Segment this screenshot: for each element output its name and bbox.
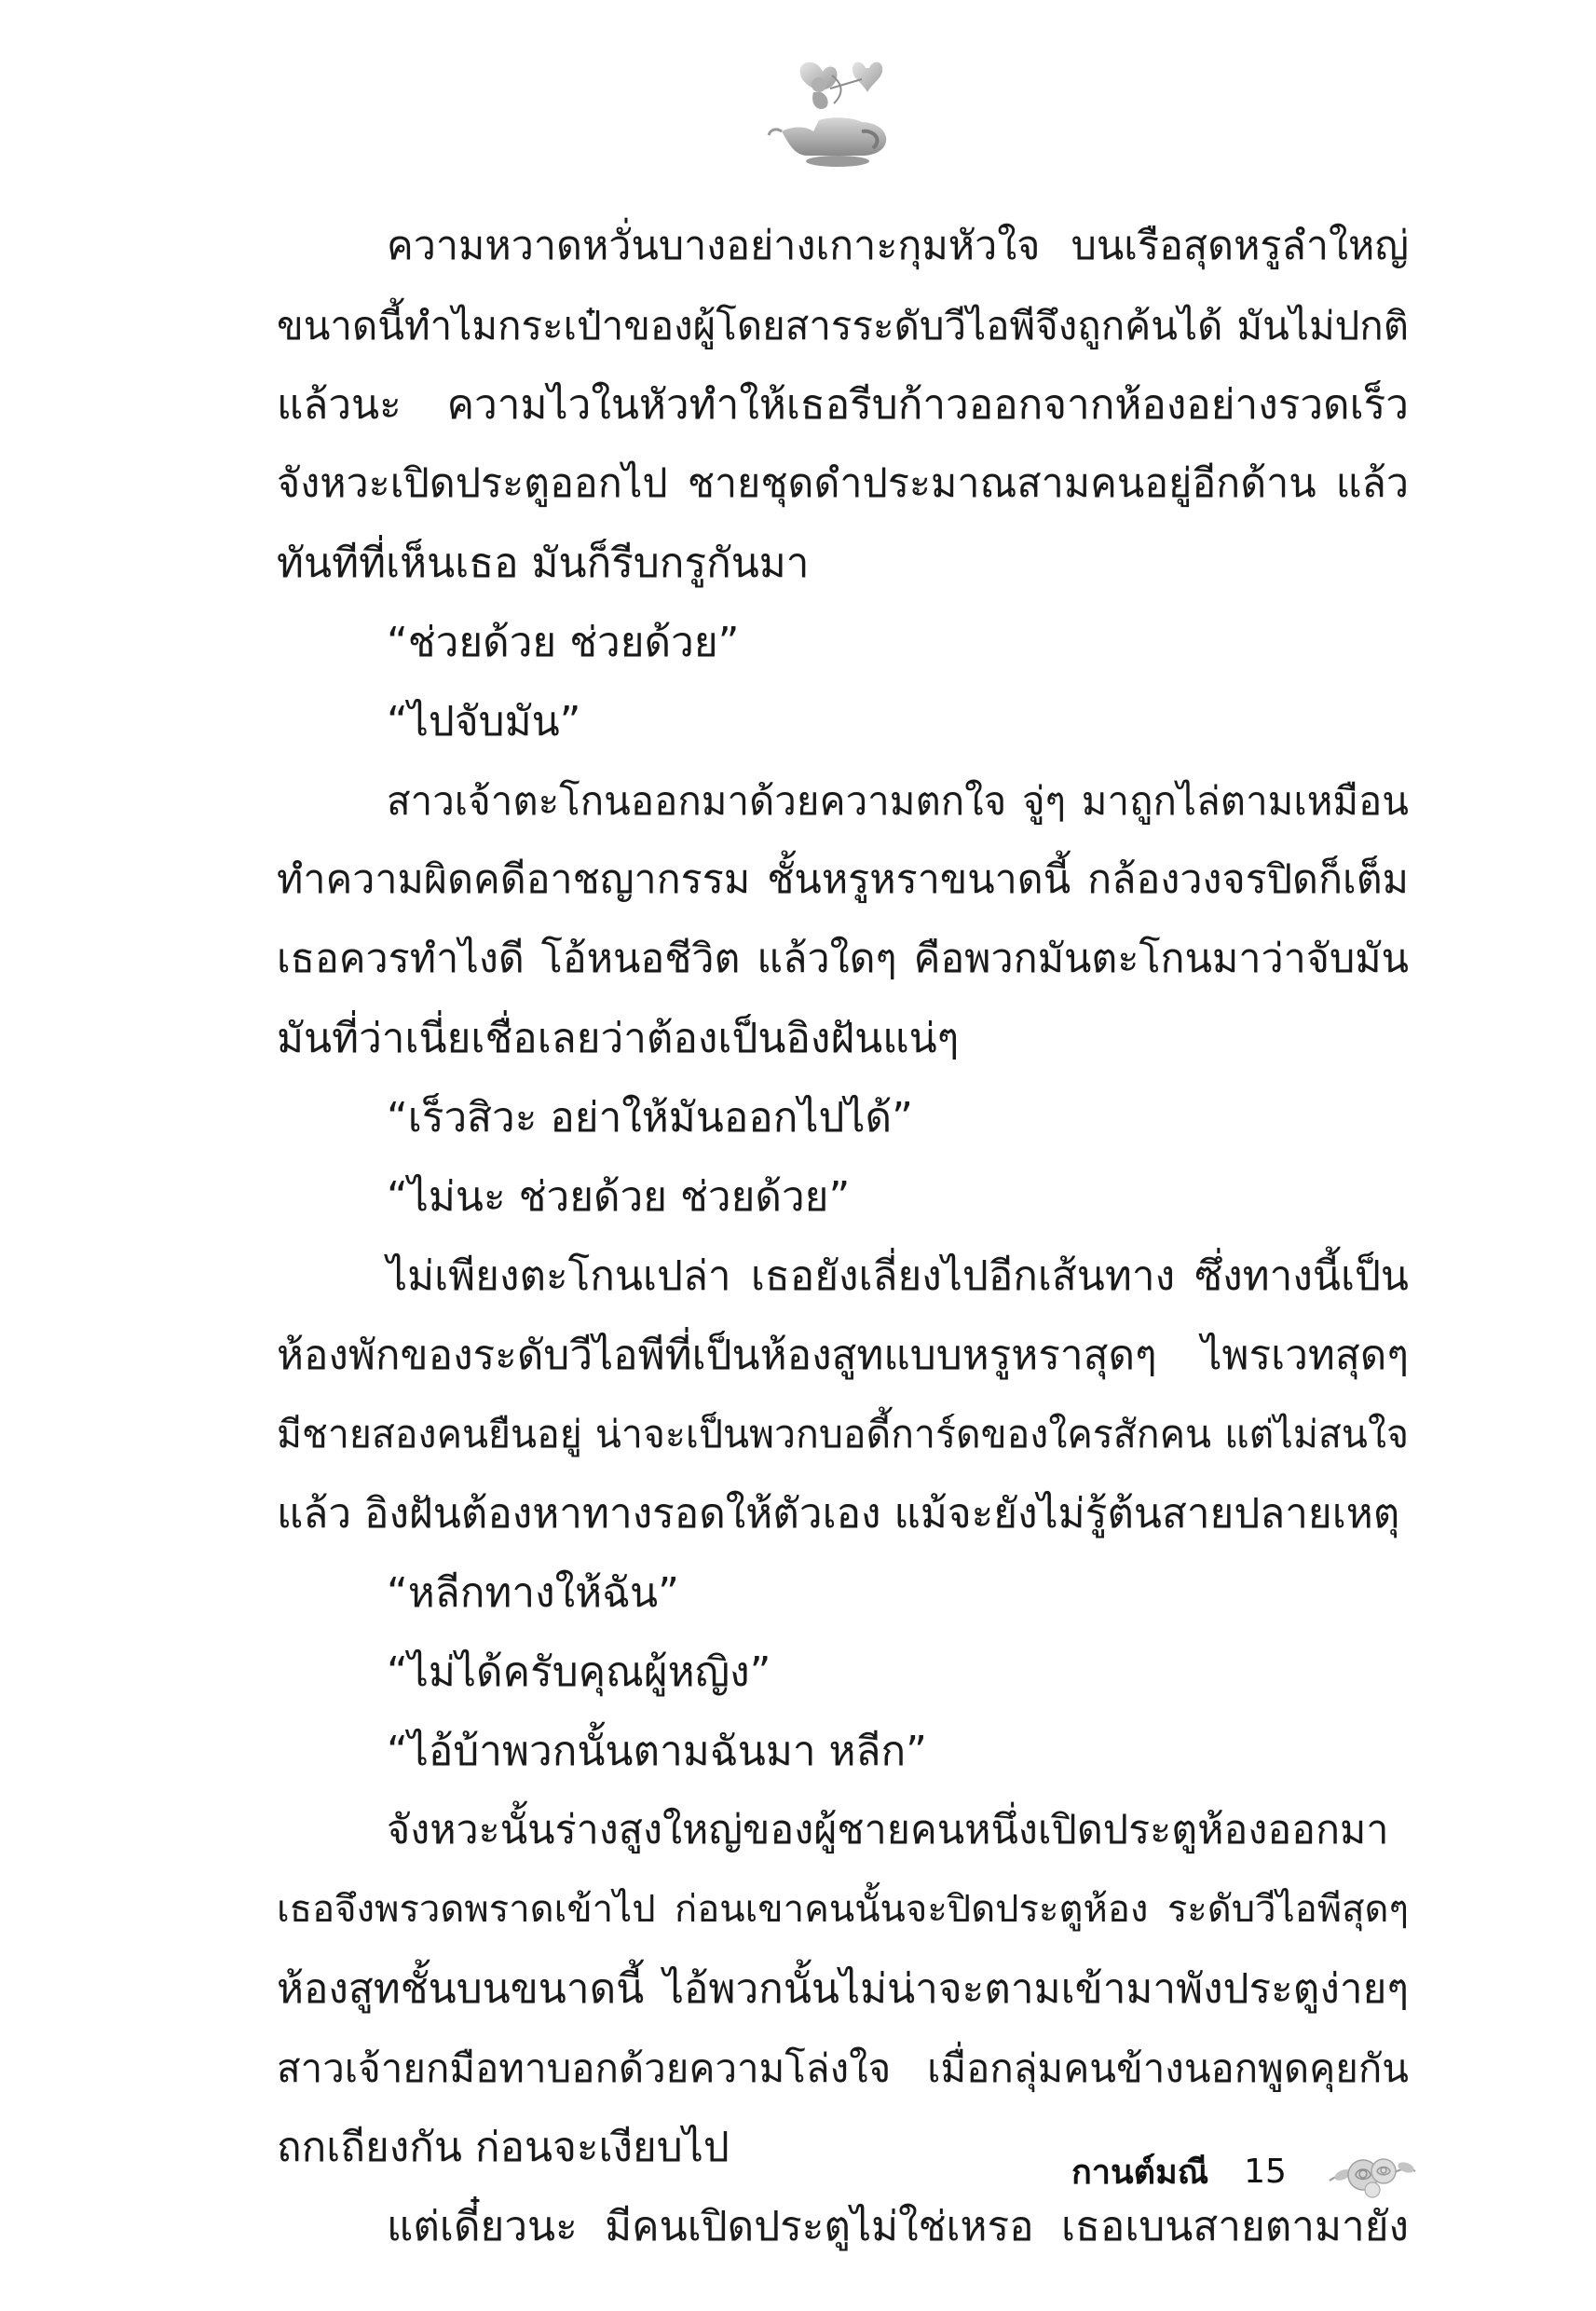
page-footer — [1071, 2143, 1417, 2199]
text-line: ไม่เพียงตะโกนเปล่า เธอยังเลี่ยงไปอีกเส้นทาง ซึ่งทางนี้เป็น — [387, 1252, 1409, 1300]
text-line: “หลีกทางให้ฉัน” — [387, 1569, 679, 1617]
story-text — [277, 207, 1409, 2266]
text-line: สาวเจ้าตะโกนออกมาด้วยความตกใจ จู่ๆ มาถูกไล่ตามเหมือน — [387, 778, 1409, 824]
text-line: แต่เดี๋ยวนะ มีคนเปิดประตูไม่ใช่เหรอ เธอเบนสายตามายัง — [387, 2203, 1409, 2250]
text-line: มันที่ว่าเนี่ยเชื่อเลยว่าต้องเป็นอิงฝันแน่ๆ — [277, 1015, 960, 1062]
text-line: “ช่วยด้วย ช่วยด้วย” — [387, 619, 740, 666]
text-line: “เร็วสิวะ อย่าให้มันออกไปได้” — [387, 1094, 913, 1142]
text-line: แล้วนะ ความไวในหัวทำให้เธอรีบก้าวออกจากห้องอย่างรวดเร็ว — [277, 381, 1409, 429]
text-line: “ไอ้บ้าพวกนั้นตามฉันมา หลีก” — [387, 1728, 927, 1775]
text-line: มีชายสองคนยืนอยู่ น่าจะเป็นพวกบอดี้การ์ดของใครสักคน แต่ไม่สนใจ — [277, 1412, 1409, 1456]
text-line: “ไปจับมัน” — [387, 698, 581, 745]
text-line: ห้องสูทชั้นบนขนาดนี้ ไอ้พวกนั้นไม่น่าจะตามเข้ามาพังประตูง่ายๆ — [277, 1965, 1409, 2013]
text-line: ห้องพักของระดับวีไอพีที่เป็นห้องสูทแบบหรูหราสุดๆ ไพรเวทสุดๆ — [277, 1332, 1409, 1379]
text-line: ความหวาดหวั่นบางอย่างเกาะกุมหัวใจ บนเรือสุดหรูลำใหญ่ — [387, 223, 1409, 269]
text-line: ทันทีที่เห็นเธอ มันก็รีบกรูกันมา — [277, 540, 810, 587]
text-line: เธอจึงพรวดพราดเข้าไป ก่อนเขาคนนั้นจะปิดประตูห้อง ระดับวีไอพีสุดๆ — [277, 1888, 1409, 1931]
cupid-teapot-icon — [765, 51, 905, 172]
book-title: กานต์มณี — [1071, 2153, 1209, 2192]
text-line: ทำความผิดคดีอาชญากรรม ชั้นหรูหราขนาดนี้ กล้องวงจรปิดก็เต็ม — [277, 856, 1409, 903]
rose-flower-icon — [1324, 2143, 1417, 2199]
text-line: ถกเถียงกัน ก่อนจะเงียบไป — [277, 2124, 730, 2171]
text-line: จังหวะนั้นร่างสูงใหญ่ของผู้ชายคนหนึ่งเปิดประตูห้องออกมา — [387, 1807, 1389, 1853]
text-line: “ไม่นะ ช่วยด้วย ช่วยด้วย” — [387, 1173, 851, 1221]
page-number: 15 — [1244, 2152, 1287, 2191]
text-line: จังหวะเปิดประตูออกไป ชายชุดดำประมาณสามคนอยู่อีกด้าน แล้ว — [277, 460, 1409, 507]
text-line: สาวเจ้ายกมือทาบอกด้วยความโล่งใจ เมื่อกลุ่มคนข้างนอกพูดคุยกัน — [277, 2045, 1409, 2091]
text-line: แล้ว อิงฝันต้องหาทางรอดให้ตัวเอง แม้จะยังไม่รู้ต้นสายปลายเหตุ — [277, 1490, 1400, 1538]
text-line: ขนาดนี้ทำไมกระเป๋าของผู้โดยสารระดับวีไอพีจึงถูกค้นได้ มันไม่ปกติ — [277, 303, 1409, 349]
text-line: “ไม่ได้ครับคุณผู้หญิง” — [387, 1648, 771, 1696]
text-line: เธอควรทำไงดี โอ้หนอชีวิต แล้วใดๆ คือพวกมันตะโกนมาว่าจับมัน — [277, 936, 1409, 982]
